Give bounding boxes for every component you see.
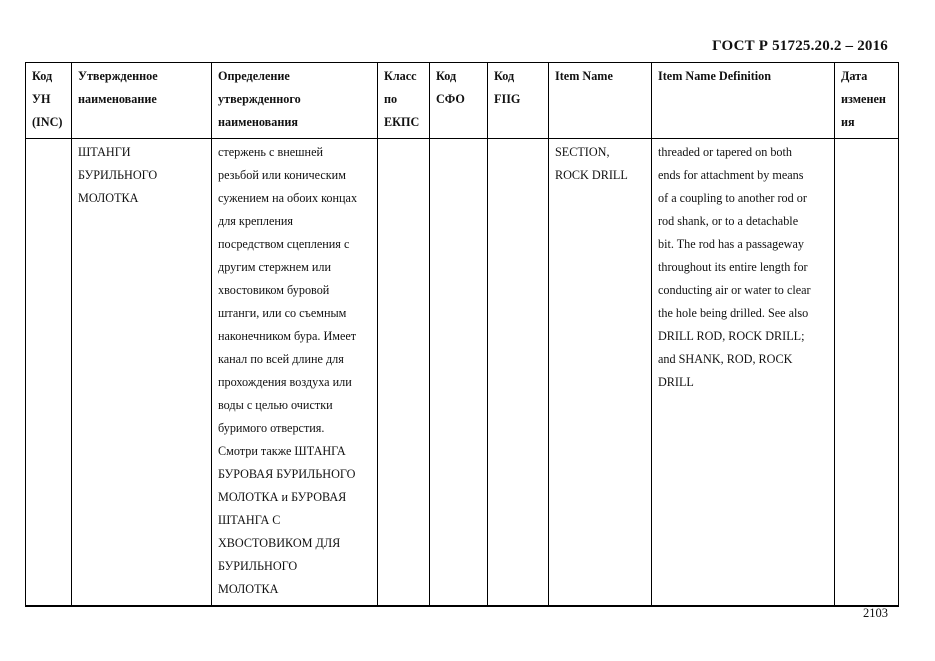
header-ekps-class: Класс по ЕКПС	[378, 63, 430, 139]
header-definition: Определение утвержденного наименования	[212, 63, 378, 139]
page-number: 2103	[863, 606, 888, 620]
table-row	[26, 139, 899, 607]
header-approved-name: Утвержденное наименование	[72, 63, 212, 139]
header-fiig-code: Код FIIG	[488, 63, 549, 139]
cell-change-date	[835, 139, 899, 607]
cell-ekps-class	[378, 139, 430, 607]
cell-item-name-definition: threaded or tapered on both ends for attachment by means of a coupling to another rod or rod shank, or to a detachable bit. The rod has a passageway throughout its entire length for conducting air or water to clear the hole being drilled. See also DRILL ROD, ROCK DRILL; and SHANK, ROD, ROCK DRILL	[652, 139, 835, 607]
table-header-row	[26, 63, 899, 139]
cell-inc-code	[26, 139, 72, 607]
cell-definition: стержень с внешней резьбой или коническим сужением на обоих концах для крепления посредством сцепления с другим стержнем или хвостовиком буровой штанги, или со съемным наконечником бура. Имеет канал по всей длине для прохождения воздуха или воды с целью очистки буримого отверстия. Смотри также ШТАНГА БУРОВАЯ БУРИЛЬНОГО МОЛОТКА и БУРОВАЯ ШТАНГА С ХВОСТОВИКОМ ДЛЯ БУРИЛЬНОГО МОЛОТКА	[212, 139, 378, 607]
header-sfo-code: Код СФО	[430, 63, 488, 139]
cell-sfo-code	[430, 139, 488, 607]
cell-approved-name: ШТАНГИ БУРИЛЬНОГО МОЛОТКА	[72, 139, 212, 607]
document-header: ГОСТ Р 51725.20.2 – 2016	[712, 38, 888, 54]
classification-table	[25, 62, 899, 607]
header-inc-code: Код УН (INC)	[26, 63, 72, 139]
cell-item-name: SECTION, ROCK DRILL	[549, 139, 652, 607]
header-change-date: Дата изменен ия	[835, 63, 899, 139]
header-item-name-definition: Item Name Definition	[652, 63, 835, 139]
header-item-name: Item Name	[549, 63, 652, 139]
cell-fiig-code	[488, 139, 549, 607]
